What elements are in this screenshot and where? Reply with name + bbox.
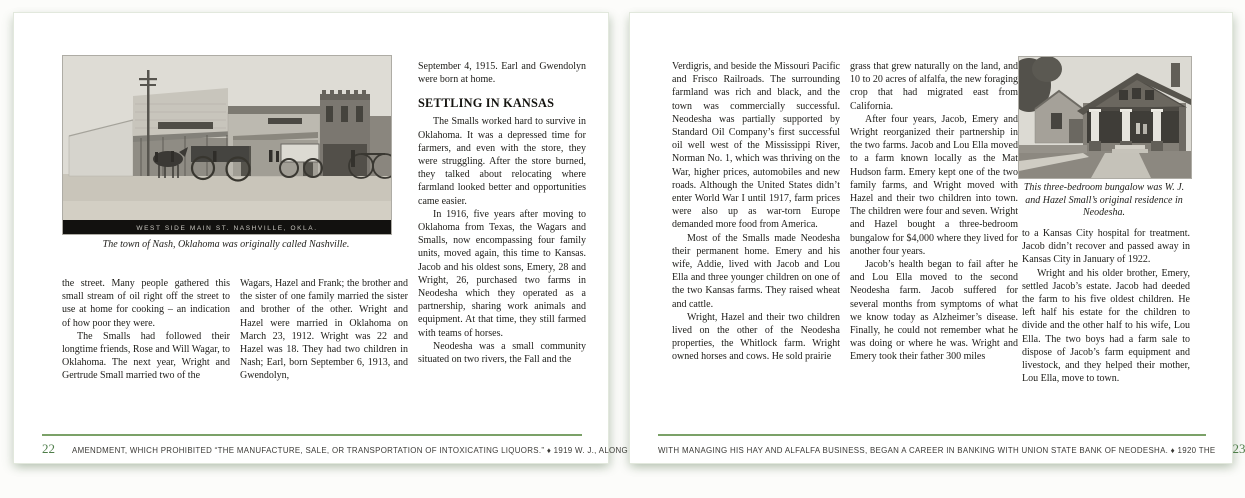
- left-page: [14, 13, 628, 463]
- photo-strip-text: WEST SIDE MAIN ST. NASHVILLE, OKLA.: [136, 225, 318, 232]
- paragraph: September 4, 1915. Earl and Gwendolyn were born at home.: [418, 61, 586, 86]
- paragraph: to a Kansas City hospital for treatment. Jacob didn’t recover and passed away in Kansas City in January of 1922.: [1022, 228, 1190, 266]
- section-heading-settling-in-kansas: SETTLING IN KANSAS: [418, 96, 555, 111]
- nash-street-photo-art: [63, 56, 391, 234]
- footer-timeline-text: WITH MANAGING HIS HAY AND ALFALFA BUSINESS, BEGAN A CAREER IN BANKING WITH UNION STATE BANK OF NEODESHA. ♦ 1920 THE: [658, 445, 1216, 455]
- paragraph: the street. Many people gathered this small stream of oil right off the street to use at home for cooking – an indication of how poor they were.: [62, 278, 230, 329]
- paragraph: Wagars, Hazel and Frank; the brother and the sister of one family married the sister and brother of the other. Wright and Hazel were married in Oklahoma on March 23, 1912. Wright was 22 and Hazel was 18. They had two children in Nash; Earl, born September 6, 1913, and Gwendolyn,: [240, 278, 408, 382]
- right-page-column-1: [672, 60, 840, 364]
- paragraph: Verdigris, and beside the Missouri Pacific and Frisco Railroads. The surrounding farmland was rich and black, and the town was commercially successful. Neodesha was partially supported by Standard Oil Company’s first successful oil well west of the Mississippi River, Norman No. 1, which was thriving on the War, higher prices, automobiles and new roads. Although the United States didn’t enter World War I until 1917, farm prices were also up as war-torn Europe demanded more food from America.: [672, 61, 840, 231]
- paragraph: Wright, Hazel and their two children lived on the other of the Neodesha properties, the Whitlock farm. Wright owned horses and cows. He sold prairie: [672, 311, 840, 363]
- left-page-footer: [42, 434, 628, 457]
- right-page-column-3: [1022, 227, 1190, 385]
- footer-rule: [42, 434, 582, 436]
- page-number: 22: [42, 440, 55, 456]
- paragraph: After four years, Jacob, Emery and Wright reorganized their partnership in the two farms. Jacob and Lou Ella moved to a farm known locally as the Mat Hudson farm. Emery kept one of the two family farms, and Wright moved with Hazel and their two children into town. The children were four and seven. Wright and Hazel bought a three-bedroom bungalow for $4,000 where they lived for another four years.: [850, 113, 1018, 257]
- left-page-column-1: [62, 277, 230, 383]
- right-page-footer: [658, 434, 1245, 457]
- bungalow-photo: [1018, 56, 1192, 179]
- paragraph: Neodesha was a small community situated on two rivers, the Fall and the: [418, 340, 586, 366]
- page-number: 23: [1232, 440, 1245, 456]
- nash-photo-caption: The town of Nash, Oklahoma was originally called Nashville.: [102, 239, 350, 250]
- paragraph: Jacob’s health began to fail after he and Lou Ella moved to the second Neodesha farm. Jacob suffered for several months from symptoms of what we know today as Alzheimer’s disease. Finally, he could not remember what he was doing or where he was. Wright and Emery took their father 300 miles: [850, 259, 1018, 363]
- paragraph: grass that grew naturally on the land, and 10 to 20 acres of alfalfa, the new foraging crop that had migrated east from California.: [850, 61, 1018, 112]
- footer-rule: [658, 434, 1206, 436]
- paragraph: In 1916, five years after moving to Oklahoma from Texas, the Wagars and Smalls, now encompassing four family units, moved again, this time to Kansas. Jacob and his oldest sons, Emery, 28 and Wright, 26, purchased two farms in Neodesha which they operated as a partnership, sharing work animals and equipment. At that time, they still farmed with teams of horses.: [418, 208, 586, 339]
- paragraph: Wright and his older brother, Emery, settled Jacob’s estate. Jacob had deeded the farm to his five oldest children. He left half his estate for the children to divide and the other half to his wife, Lou Ella. The two boys had a farm sale to dispose of Jacob’s farm equipment and livestock, and they helped their mother, Lou Ella, move to town.: [1022, 267, 1190, 385]
- footer-timeline-text: AMENDMENT, WHICH PROHIBITED “THE MANUFACTURE, SALE, OR TRANSPORTATION OF INTOXICATING LIQUORS.” ♦ 1919 W. J., ALONG: [72, 445, 628, 455]
- footer-row: [658, 440, 1245, 457]
- footer-row: [42, 440, 628, 457]
- right-page: [630, 13, 1245, 463]
- left-page-column-2: [240, 277, 408, 383]
- bungalow-photo-caption: This three-bedroom bungalow was W. J. and Hazel Small’s original residence in Neodesha.: [1023, 182, 1185, 219]
- left-page-column-3: [418, 60, 586, 366]
- paragraph: The Smalls had followed their longtime friends, Rose and Will Wagar, to Oklahoma. The next year, Wright and Gertrude Small married two of the: [62, 330, 230, 382]
- nash-street-photo: [62, 55, 392, 235]
- bungalow-photo-art: [1019, 57, 1191, 178]
- right-page-column-2: [850, 60, 1018, 364]
- paragraph: The Smalls worked hard to survive in Oklahoma. It was a depressed time for farmers, and even with the store, they were struggling. After the store burned, they talked about relocating where farmland looked better and opportunities came easier.: [418, 116, 586, 207]
- paragraph: Most of the Smalls made Neodesha their permanent home. Emery and his wife, Addie, lived with Jacob and Lou Ella and three younger children on one of the two Kansas farms. They raised wheat and cattle.: [672, 232, 840, 310]
